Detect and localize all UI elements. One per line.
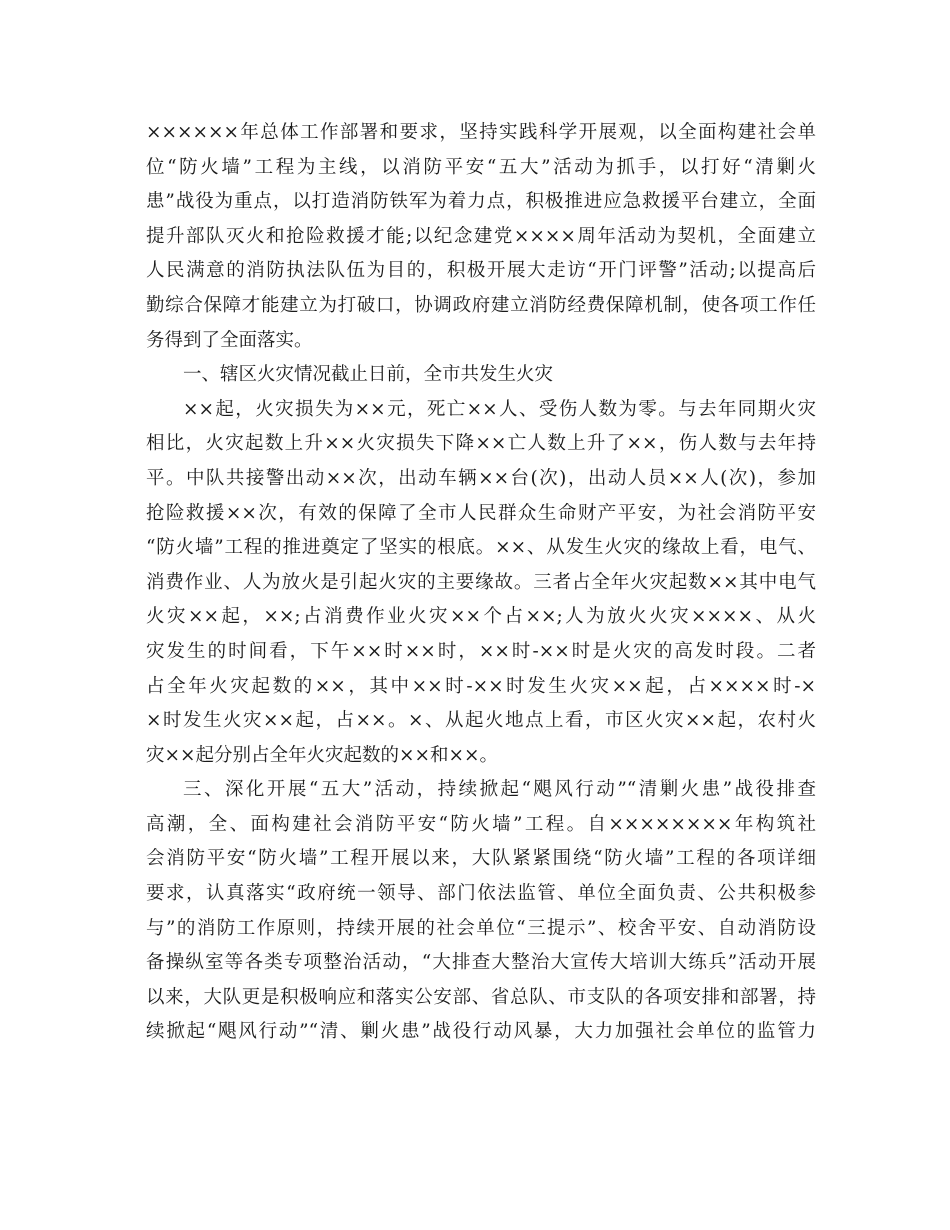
paragraph-line: 三、深化开展“五大”活动，持续掀起“飓风行动”“清剿火患”战役排查 (183, 779, 816, 801)
document-body (146, 116, 816, 1050)
paragraph-line: 人民满意的消防执法队伍为目的，积极开展大走访“开门评警”活动;以提高后 (146, 260, 816, 282)
paragraph-line: 以来，大队更是积极响应和落实公安部、省总队、市支队的各项安排和部署，持 (146, 986, 816, 1008)
paragraph-line: 会消防平安“防火墙”工程开展以来，大队紧紧围绕“防火墙”工程的各项详细 (146, 848, 816, 870)
paragraph-line: 火灾××起，××;占消费作业火灾××个占××;人为放火火灾××××、从火 (146, 606, 816, 628)
paragraph-line: 相比，火灾起数上升××火灾损失下降××亡人数上升了××，伤人数与去年持 (146, 433, 816, 455)
paragraph-line: 灾发生的时间看，下午××时××时，××时-××时是火灾的高发时段。二者 (146, 640, 816, 662)
paragraph-line: 消费作业、人为放火是引起火灾的主要缘故。三者占全年火灾起数××其中电气 (146, 571, 816, 593)
paragraph-line: 占全年火灾起数的××，其中××时-××时发生火灾××起，占××××时-× (146, 675, 816, 697)
paragraph-line: ××××××年总体工作部署和要求，坚持实践科学开展观，以全面构建社会单 (146, 122, 816, 143)
paragraph-line: 勤综合保障才能建立为打破口，协调政府建立消防经费保障机制，使各项工作任 (146, 294, 816, 316)
paragraph-line: 患”战役为重点，以打造消防铁军为着力点，积极推进应急救援平台建立，全面 (146, 191, 816, 213)
paragraph-line: 提升部队灭火和抢险救援才能;以纪念建党××××周年活动为契机，全面建立 (146, 225, 816, 247)
paragraph-line: 灾××起分别占全年火灾起数的××和××。 (146, 744, 499, 766)
paragraph-line: 备操纵室等各类专项整治活动，“大排查大整治大宣传大培训大练兵”活动开展 (146, 952, 816, 974)
paragraph-line: 与”的消防工作原则，持续开展的社会单位“三提示”、校舍平安、自动消防设 (146, 917, 816, 939)
paragraph-line: 位“防火墙”工程为主线，以消防平安“五大”活动为抓手，以打好“清剿火 (146, 156, 816, 178)
paragraph-line: 抢险救援××次，有效的保障了全市人民群众生命财产平安，为社会消防平安 (146, 502, 816, 524)
paragraph-line: ××起，火灾损失为××元，死亡××人、受伤人数为零。与去年同期火灾 (183, 398, 816, 420)
section-heading: 一、辖区火灾情况截止日前，全市共发生火灾 (183, 364, 554, 386)
paragraph-line: 要求，认真落实“政府统一领导、部门依法监管、单位全面负责、公共积极参 (146, 883, 816, 905)
paragraph-line: 续掀起“飓风行动”“清、剿火患”战役行动风暴，大力加强社会单位的监管力 (146, 1021, 816, 1043)
paragraph-line: 务得到了全面落实。 (146, 329, 313, 351)
paragraph-line: ×时发生火灾××起，占××。×、从起火地点上看，市区火灾××起，农村火 (146, 710, 816, 732)
paragraph-line: 平。中队共接警出动××次，出动车辆××台(次)，出动人员××人(次)，参加 (146, 467, 816, 489)
paragraph-line: 高潮，全、面构建社会消防平安“防火墙”工程。自××××××××年构筑社 (146, 813, 816, 835)
paragraph-line: “防火墙”工程的推进奠定了坚实的根底。××、从发生火灾的缘故上看，电气、 (146, 537, 816, 559)
